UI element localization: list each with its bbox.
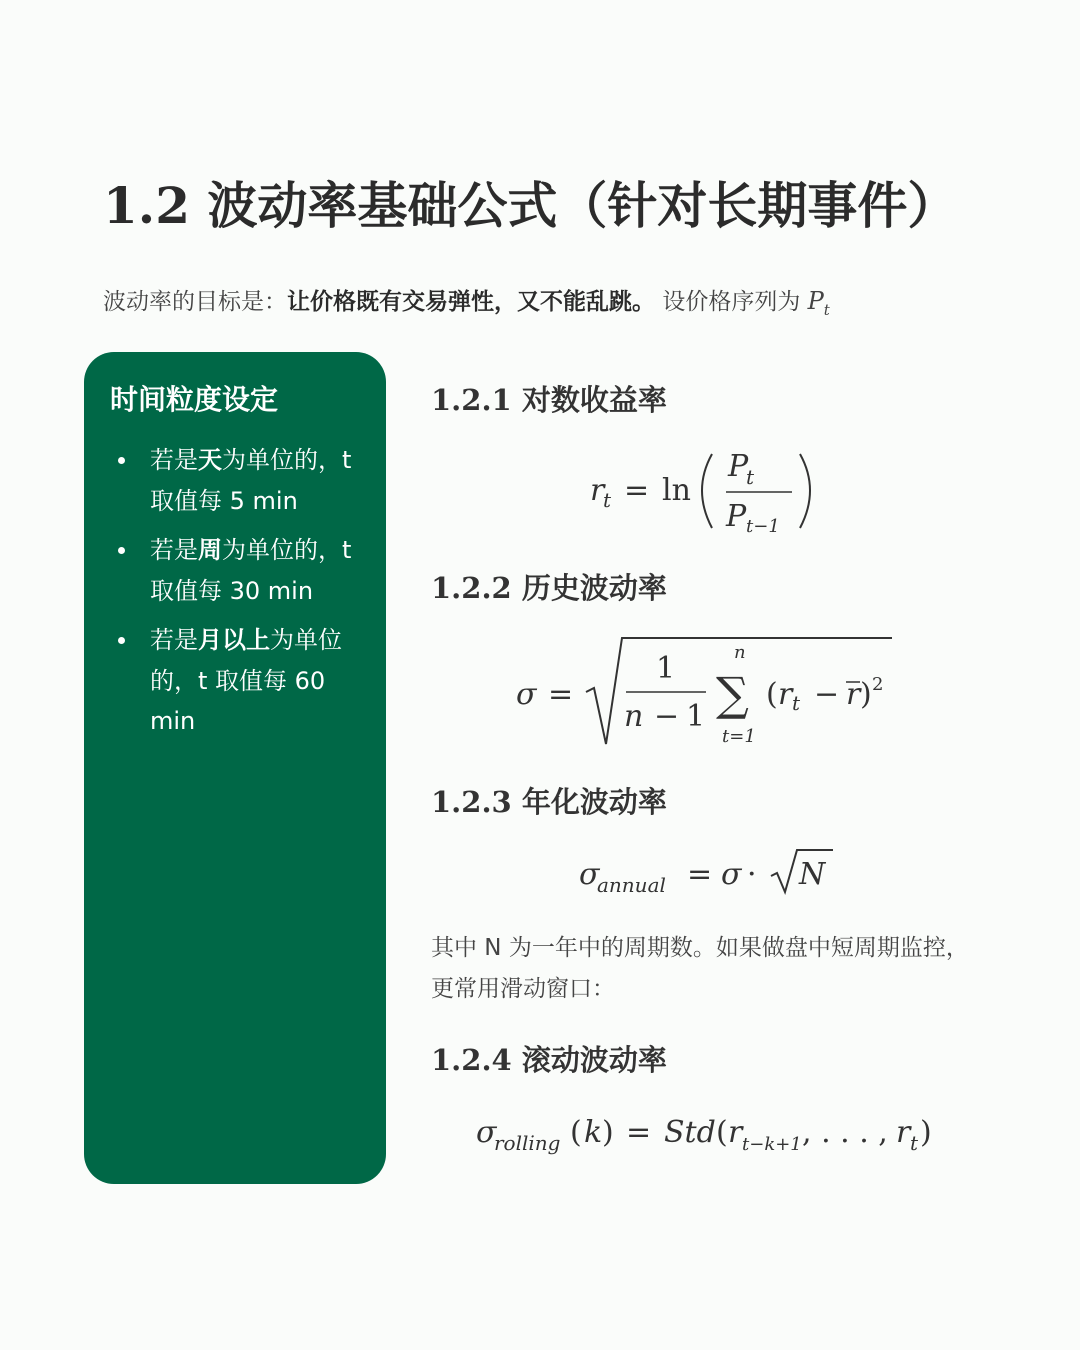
list-item: 若是月以上为单位的，t 取值每 60 min	[84, 620, 374, 742]
section-heading-log-return: 1.2.1 对数收益率	[431, 383, 667, 417]
svg-text:=: =	[687, 857, 713, 892]
bullet-icon	[118, 547, 125, 554]
intro-variable: $P_t$	[807, 287, 830, 319]
note-paragraph: 其中 N 为一年中的周期数。如果做盘中短周期监控，更常用滑动窗口：	[431, 935, 969, 1002]
svg-text:r: r	[778, 677, 793, 712]
svg-text:N: N	[799, 857, 826, 892]
svg-text:1: 1	[686, 699, 706, 734]
formula-historical-vol	[510, 630, 910, 755]
svg-text:, . . . ,: , . . . ,	[802, 1115, 888, 1150]
svg-text:annual: annual	[597, 873, 666, 897]
svg-text:σ: σ	[579, 857, 600, 892]
svg-text:t−1: t−1	[746, 516, 780, 537]
svg-text:rolling: rolling	[494, 1131, 561, 1155]
intro-paragraph	[103, 283, 830, 319]
svg-text:k: k	[584, 1115, 603, 1150]
list-item: 若是天为单位的，t 取值每 5 min	[84, 440, 374, 521]
intro-emphasis: 让价格既有交易弹性，又不能乱跳。	[287, 289, 655, 315]
bullet-icon	[118, 457, 125, 464]
granularity-list	[84, 440, 374, 751]
svg-text:t−k+1: t−k+1	[742, 1134, 802, 1155]
svg-text:P: P	[728, 449, 749, 484]
svg-text:r: r	[896, 1115, 911, 1150]
svg-text:): )	[602, 1115, 614, 1150]
svg-text:r: r	[728, 1115, 743, 1150]
section-heading-rolling-vol: 1.2.4 滚动波动率	[431, 1043, 667, 1077]
formula-rolling-vol	[472, 1100, 942, 1170]
intro-lead: 波动率的目标是：	[103, 289, 287, 315]
svg-text:(: (	[570, 1115, 582, 1150]
title-text: 波动率基础公式（针对长期事件）	[207, 177, 958, 235]
svg-text:t: t	[603, 488, 612, 512]
svg-text:ln: ln	[662, 473, 691, 508]
section-heading-annualized-vol: 1.2.3 年化波动率	[431, 785, 667, 819]
bullet-icon	[118, 637, 125, 644]
svg-text:n: n	[624, 699, 644, 734]
svg-text:t: t	[910, 1131, 919, 1155]
svg-text:·: ·	[747, 857, 757, 892]
svg-text:r: r	[846, 677, 861, 712]
card-title: 时间粒度设定	[110, 383, 279, 416]
svg-text:−: −	[654, 699, 680, 734]
svg-text:σ: σ	[721, 857, 742, 892]
formula-annualized-vol	[575, 842, 845, 902]
svg-text:−: −	[814, 677, 840, 712]
svg-text:t: t	[746, 465, 755, 489]
intro-tail: 设价格序列为	[662, 289, 801, 315]
svg-text:n: n	[734, 642, 746, 663]
svg-text:∑: ∑	[716, 667, 749, 721]
svg-text:t: t	[792, 691, 801, 715]
svg-text:σ: σ	[476, 1115, 497, 1150]
svg-text:=: =	[626, 1115, 652, 1150]
svg-text:r: r	[590, 473, 605, 508]
page-title	[103, 166, 957, 238]
svg-text:t=1: t=1	[722, 726, 756, 747]
section-heading-historical-vol: 1.2.2 历史波动率	[431, 571, 667, 605]
svg-text:): )	[920, 1115, 932, 1150]
svg-text:(: (	[716, 1115, 728, 1150]
svg-text:(: (	[766, 677, 778, 712]
title-number: 1.2	[103, 176, 190, 235]
svg-text:1: 1	[656, 651, 676, 686]
svg-text:=: =	[548, 677, 574, 712]
svg-text:=: =	[624, 473, 650, 508]
svg-text:P: P	[726, 499, 747, 534]
list-item: 若是周为单位的，t 取值每 30 min	[84, 530, 374, 611]
time-granularity-card	[84, 352, 386, 1184]
formula-log-return	[580, 440, 840, 540]
svg-text:2: 2	[872, 674, 884, 695]
svg-text:): )	[860, 677, 872, 712]
svg-text:σ: σ	[516, 677, 537, 712]
svg-text:Std: Std	[664, 1115, 716, 1150]
